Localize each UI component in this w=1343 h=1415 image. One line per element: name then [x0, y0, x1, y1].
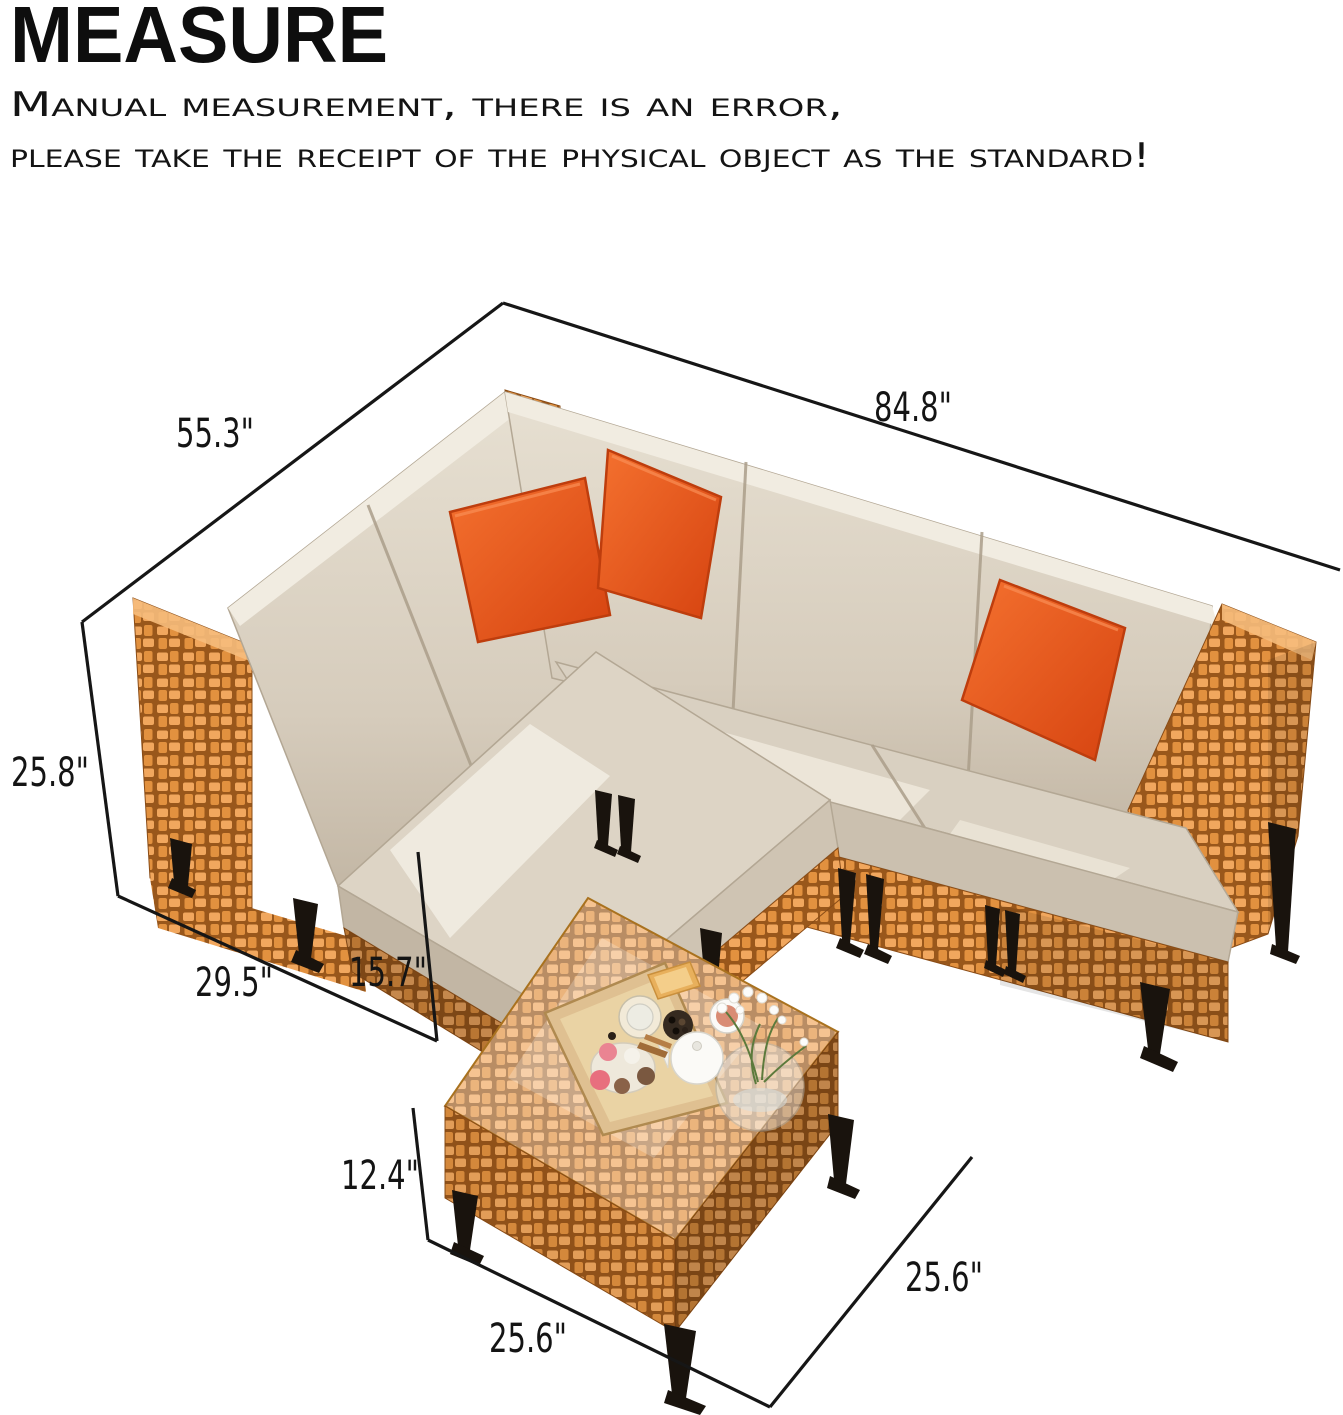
label-table-height: 12.4": [341, 1153, 419, 1199]
label-sofa-total-length: 84.8": [874, 385, 952, 431]
table-leg: [828, 1114, 854, 1184]
header: [10, 0, 1150, 176]
sofa-leg: [1140, 982, 1170, 1054]
vase-water: [733, 1088, 787, 1112]
label-table-length: 25.6": [489, 1316, 567, 1362]
wine-glass-rim: [627, 1004, 653, 1030]
subtitle-line-2: please take the receipt of the physical object as the standard!: [10, 136, 1150, 176]
macaron-brown: [637, 1067, 655, 1085]
glass-vase: [716, 1043, 804, 1131]
macaron-white: [624, 1048, 640, 1064]
chocolate-drop: [608, 1032, 616, 1040]
label-sofa-overall-height: 25.8": [11, 750, 89, 796]
label-sofa-left-length: 55.3": [176, 411, 254, 457]
teapot: [671, 1032, 723, 1084]
table-leg: [452, 1190, 478, 1250]
page-title: MEASURE: [10, 0, 388, 79]
table-leg: [664, 1324, 696, 1398]
label-sofa-depth: 29.5": [195, 960, 273, 1006]
label-sofa-seat-height: 15.7": [349, 950, 427, 996]
macaron-pink: [590, 1070, 610, 1090]
subtitle-line-1: Manual measurement, there is an error,: [10, 85, 843, 125]
macaron-brown: [614, 1078, 630, 1094]
sofa-leg: [1268, 822, 1296, 952]
macaron-pink: [599, 1043, 617, 1061]
label-table-depth: 25.6": [905, 1255, 983, 1301]
teapot-lid: [693, 1042, 702, 1051]
